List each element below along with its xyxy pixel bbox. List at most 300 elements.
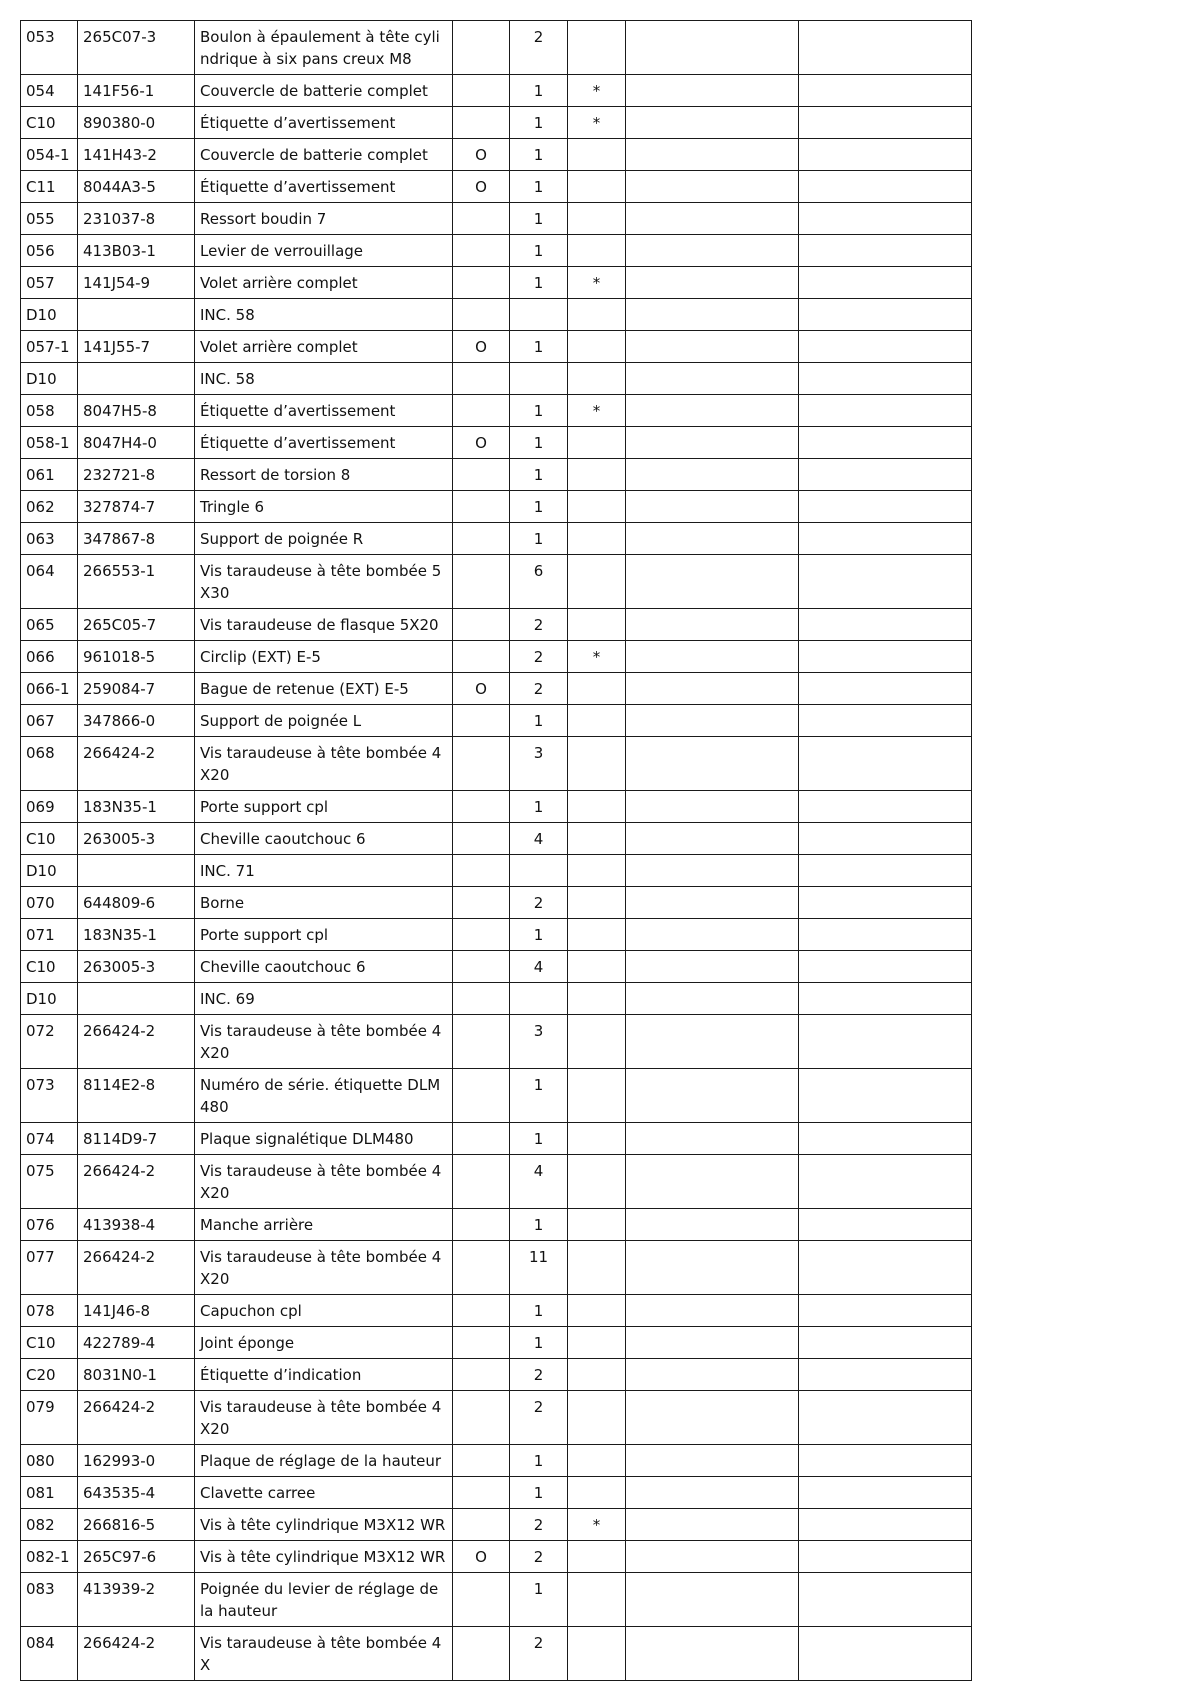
empty-cell [626,363,799,395]
option-cell [453,887,510,919]
empty-cell [799,1327,972,1359]
table-row [21,791,976,823]
quantity-cell: 2 [510,21,568,75]
empty-cell [799,951,972,983]
description-cell: Étiquette d’avertissement [195,395,453,427]
empty-cell [626,919,799,951]
mark-cell: * [568,1509,626,1541]
empty-cell [626,1123,799,1155]
empty-cell [626,855,799,887]
mark-cell [568,1123,626,1155]
option-cell: O [453,673,510,705]
quantity-cell: 1 [510,459,568,491]
option-cell [453,1209,510,1241]
option-cell [453,395,510,427]
description-cell: Ressort boudin 7 [195,203,453,235]
mark-cell [568,887,626,919]
item-number-cell: 058-1 [21,427,78,459]
quantity-cell: 1 [510,1123,568,1155]
mark-cell [568,1477,626,1509]
empty-cell [799,1477,972,1509]
item-number-cell: 057-1 [21,331,78,363]
description-cell: Poignée du levier de réglage de la hauteur [195,1573,453,1627]
part-number-cell: 8044A3-5 [78,171,195,203]
table-row [21,171,976,203]
option-cell [453,21,510,75]
empty-cell [799,1015,972,1069]
mark-cell [568,235,626,267]
item-number-cell: 077 [21,1241,78,1295]
part-number-cell: 327874-7 [78,491,195,523]
mark-cell [568,919,626,951]
table-row [21,1509,976,1541]
item-number-cell: C11 [21,171,78,203]
item-number-cell: 084 [21,1627,78,1681]
empty-cell [626,331,799,363]
empty-cell [626,427,799,459]
part-number-cell: 961018-5 [78,641,195,673]
option-cell [453,203,510,235]
part-number-cell: 266424-2 [78,737,195,791]
mark-cell [568,523,626,555]
mark-cell [568,555,626,609]
option-cell [453,919,510,951]
part-number-cell: 266816-5 [78,1509,195,1541]
table-row [21,459,976,491]
part-number-cell: 643535-4 [78,1477,195,1509]
part-number-cell: 183N35-1 [78,791,195,823]
description-cell: Tringle 6 [195,491,453,523]
part-number-cell: 8114D9-7 [78,1123,195,1155]
option-cell [453,1391,510,1445]
option-cell [453,1359,510,1391]
item-number-cell: 063 [21,523,78,555]
option-cell: O [453,427,510,459]
table-row [21,1359,976,1391]
mark-cell [568,791,626,823]
option-cell [453,235,510,267]
option-cell [453,491,510,523]
option-cell: O [453,139,510,171]
option-cell [453,1155,510,1209]
empty-cell [626,139,799,171]
part-number-cell: 347866-0 [78,705,195,737]
empty-cell [799,887,972,919]
empty-cell [799,21,972,75]
quantity-cell: 1 [510,203,568,235]
empty-cell [626,673,799,705]
table-row [21,1015,976,1069]
table-row [21,363,976,395]
item-number-cell: D10 [21,363,78,395]
empty-cell [799,107,972,139]
quantity-cell: 2 [510,887,568,919]
description-cell: Ressort de torsion 8 [195,459,453,491]
empty-cell [626,983,799,1015]
mark-cell [568,673,626,705]
mark-cell [568,1627,626,1681]
table-row [21,75,976,107]
empty-cell [799,75,972,107]
quantity-cell: 1 [510,267,568,299]
mark-cell: * [568,107,626,139]
empty-cell [799,555,972,609]
empty-cell [626,1477,799,1509]
table-row [21,887,976,919]
table-row [21,673,976,705]
table-row [21,523,976,555]
part-number-cell: 8031N0-1 [78,1359,195,1391]
item-number-cell: D10 [21,299,78,331]
item-number-cell: 082-1 [21,1541,78,1573]
empty-cell [626,299,799,331]
part-number-cell [78,363,195,395]
empty-cell [799,1627,972,1681]
empty-cell [626,1155,799,1209]
empty-cell [799,705,972,737]
description-cell: Vis taraudeuse à tête bombée 5X30 [195,555,453,609]
empty-cell [799,203,972,235]
empty-cell [799,395,972,427]
description-cell: Étiquette d’avertissement [195,427,453,459]
option-cell [453,1627,510,1681]
description-cell: INC. 58 [195,299,453,331]
empty-cell [626,459,799,491]
table-row [21,267,976,299]
empty-cell [626,235,799,267]
empty-cell [626,791,799,823]
description-cell: Porte support cpl [195,919,453,951]
description-cell: Bague de retenue (EXT) E-5 [195,673,453,705]
parts-table-body [21,21,976,1681]
option-cell [453,363,510,395]
table-row [21,641,976,673]
option-cell [453,459,510,491]
mark-cell [568,1069,626,1123]
quantity-cell: 2 [510,1627,568,1681]
empty-cell [799,1391,972,1445]
description-cell: Couvercle de batterie complet [195,75,453,107]
empty-cell [799,1155,972,1209]
mark-cell [568,1209,626,1241]
option-cell [453,983,510,1015]
quantity-cell [510,855,568,887]
empty-cell [626,1445,799,1477]
table-row [21,855,976,887]
quantity-cell: 1 [510,235,568,267]
part-number-cell: 890380-0 [78,107,195,139]
quantity-cell: 3 [510,737,568,791]
mark-cell [568,823,626,855]
option-cell [453,609,510,641]
option-cell [453,299,510,331]
mark-cell [568,139,626,171]
table-row [21,1209,976,1241]
table-row [21,983,976,1015]
table-row [21,21,976,75]
description-cell: INC. 69 [195,983,453,1015]
empty-cell [799,919,972,951]
item-number-cell: 072 [21,1015,78,1069]
quantity-cell [510,299,568,331]
description-cell: Cheville caoutchouc 6 [195,823,453,855]
empty-cell [799,1573,972,1627]
table-row [21,1123,976,1155]
item-number-cell: 061 [21,459,78,491]
mark-cell [568,1241,626,1295]
item-number-cell: 083 [21,1573,78,1627]
quantity-cell: 1 [510,1209,568,1241]
empty-cell [626,491,799,523]
mark-cell [568,491,626,523]
mark-cell [568,705,626,737]
empty-cell [626,1209,799,1241]
empty-cell [799,983,972,1015]
empty-cell [626,555,799,609]
table-row [21,1477,976,1509]
option-cell [453,1069,510,1123]
empty-cell [626,171,799,203]
table-row [21,1069,976,1123]
description-cell: INC. 58 [195,363,453,395]
part-number-cell: 265C97-6 [78,1541,195,1573]
option-cell [453,1015,510,1069]
description-cell: Cheville caoutchouc 6 [195,951,453,983]
quantity-cell: 1 [510,139,568,171]
part-number-cell: 266424-2 [78,1391,195,1445]
empty-cell [626,1509,799,1541]
empty-cell [626,1015,799,1069]
option-cell [453,267,510,299]
mark-cell [568,363,626,395]
quantity-cell: 1 [510,705,568,737]
option-cell [453,705,510,737]
part-number-cell: 413B03-1 [78,235,195,267]
empty-cell [626,523,799,555]
table-row [21,1573,976,1627]
table-row [21,1445,976,1477]
empty-cell [626,1573,799,1627]
quantity-cell: 2 [510,609,568,641]
description-cell: Support de poignée L [195,705,453,737]
option-cell [453,737,510,791]
mark-cell [568,737,626,791]
empty-cell [799,673,972,705]
item-number-cell: 057 [21,267,78,299]
empty-cell [799,1359,972,1391]
quantity-cell: 1 [510,1295,568,1327]
table-row [21,107,976,139]
item-number-cell: C10 [21,823,78,855]
item-number-cell: C10 [21,951,78,983]
description-cell: Volet arrière complet [195,267,453,299]
quantity-cell: 4 [510,1155,568,1209]
item-number-cell: 068 [21,737,78,791]
quantity-cell: 1 [510,427,568,459]
part-number-cell: 162993-0 [78,1445,195,1477]
table-row [21,1327,976,1359]
item-number-cell: 067 [21,705,78,737]
item-number-cell: 081 [21,1477,78,1509]
empty-cell [626,1541,799,1573]
table-row [21,555,976,609]
part-number-cell: 8114E2-8 [78,1069,195,1123]
table-row [21,139,976,171]
empty-cell [626,21,799,75]
part-number-cell: 644809-6 [78,887,195,919]
empty-cell [799,1209,972,1241]
empty-cell [799,235,972,267]
description-cell: Numéro de série. étiquette DLM480 [195,1069,453,1123]
option-cell [453,1295,510,1327]
quantity-cell: 1 [510,919,568,951]
quantity-cell: 1 [510,1069,568,1123]
empty-cell [626,641,799,673]
quantity-cell [510,983,568,1015]
quantity-cell: 1 [510,1477,568,1509]
option-cell [453,1477,510,1509]
table-row [21,235,976,267]
table-row [21,1155,976,1209]
option-cell [453,641,510,673]
empty-cell [626,267,799,299]
quantity-cell: 1 [510,523,568,555]
table-row [21,609,976,641]
description-cell: Porte support cpl [195,791,453,823]
quantity-cell: 4 [510,951,568,983]
quantity-cell: 1 [510,491,568,523]
empty-cell [626,1391,799,1445]
empty-cell [799,459,972,491]
quantity-cell: 1 [510,1445,568,1477]
empty-cell [799,791,972,823]
option-cell: O [453,1541,510,1573]
empty-cell [626,887,799,919]
empty-cell [799,139,972,171]
description-cell: Vis taraudeuse à tête bombée 4X [195,1627,453,1681]
empty-cell [799,1509,972,1541]
option-cell [453,791,510,823]
description-cell: Vis taraudeuse à tête bombée 4X20 [195,1155,453,1209]
description-cell: Boulon à épaulement à tête cylindrique à six pans creux M8 [195,21,453,75]
description-cell: Vis taraudeuse à tête bombée 4X20 [195,1391,453,1445]
mark-cell [568,21,626,75]
empty-cell [626,705,799,737]
table-row [21,299,976,331]
part-number-cell: 266424-2 [78,1015,195,1069]
quantity-cell: 2 [510,1391,568,1445]
empty-cell [626,1359,799,1391]
table-row [21,919,976,951]
mark-cell [568,1327,626,1359]
table-row [21,1391,976,1445]
quantity-cell: 1 [510,1327,568,1359]
item-number-cell: C10 [21,1327,78,1359]
part-number-cell: 413939-2 [78,1573,195,1627]
quantity-cell: 1 [510,331,568,363]
part-number-cell: 259084-7 [78,673,195,705]
mark-cell: * [568,75,626,107]
item-number-cell: 075 [21,1155,78,1209]
empty-cell [626,107,799,139]
mark-cell [568,171,626,203]
empty-cell [799,609,972,641]
mark-cell [568,1295,626,1327]
part-number-cell: 422789-4 [78,1327,195,1359]
option-cell [453,555,510,609]
description-cell: Vis taraudeuse de flasque 5X20 [195,609,453,641]
option-cell: O [453,331,510,363]
parts-page [20,20,975,1683]
description-cell: Plaque de réglage de la hauteur [195,1445,453,1477]
part-number-cell: 141H43-2 [78,139,195,171]
part-number-cell: 266553-1 [78,555,195,609]
part-number-cell: 232721-8 [78,459,195,491]
quantity-cell: 11 [510,1241,568,1295]
mark-cell [568,427,626,459]
part-number-cell: 8047H4-0 [78,427,195,459]
quantity-cell: 2 [510,1509,568,1541]
item-number-cell: 071 [21,919,78,951]
mark-cell [568,299,626,331]
empty-cell [799,1295,972,1327]
part-number-cell: 231037-8 [78,203,195,235]
table-row [21,823,976,855]
description-cell: Capuchon cpl [195,1295,453,1327]
item-number-cell: D10 [21,983,78,1015]
mark-cell [568,1391,626,1445]
option-cell [453,1241,510,1295]
item-number-cell: 054 [21,75,78,107]
quantity-cell [510,363,568,395]
part-number-cell: 347867-8 [78,523,195,555]
part-number-cell: 141F56-1 [78,75,195,107]
option-cell [453,1123,510,1155]
table-row [21,1627,976,1681]
part-number-cell [78,855,195,887]
empty-cell [799,491,972,523]
mark-cell [568,1155,626,1209]
empty-cell [626,951,799,983]
option-cell [453,1327,510,1359]
description-cell: Plaque signalétique DLM480 [195,1123,453,1155]
description-cell: Manche arrière [195,1209,453,1241]
empty-cell [626,823,799,855]
mark-cell [568,1541,626,1573]
quantity-cell: 6 [510,555,568,609]
part-number-cell: 141J55-7 [78,331,195,363]
part-number-cell: 141J54-9 [78,267,195,299]
table-row [21,331,976,363]
empty-cell [799,737,972,791]
part-number-cell: 141J46-8 [78,1295,195,1327]
empty-cell [626,1627,799,1681]
item-number-cell: 065 [21,609,78,641]
empty-cell [799,1541,972,1573]
mark-cell [568,1359,626,1391]
item-number-cell: 064 [21,555,78,609]
item-number-cell: D10 [21,855,78,887]
mark-cell [568,331,626,363]
option-cell [453,1509,510,1541]
option-cell [453,823,510,855]
item-number-cell: C20 [21,1359,78,1391]
item-number-cell: 080 [21,1445,78,1477]
empty-cell [799,1069,972,1123]
part-number-cell: 266424-2 [78,1155,195,1209]
quantity-cell: 2 [510,641,568,673]
empty-cell [626,75,799,107]
